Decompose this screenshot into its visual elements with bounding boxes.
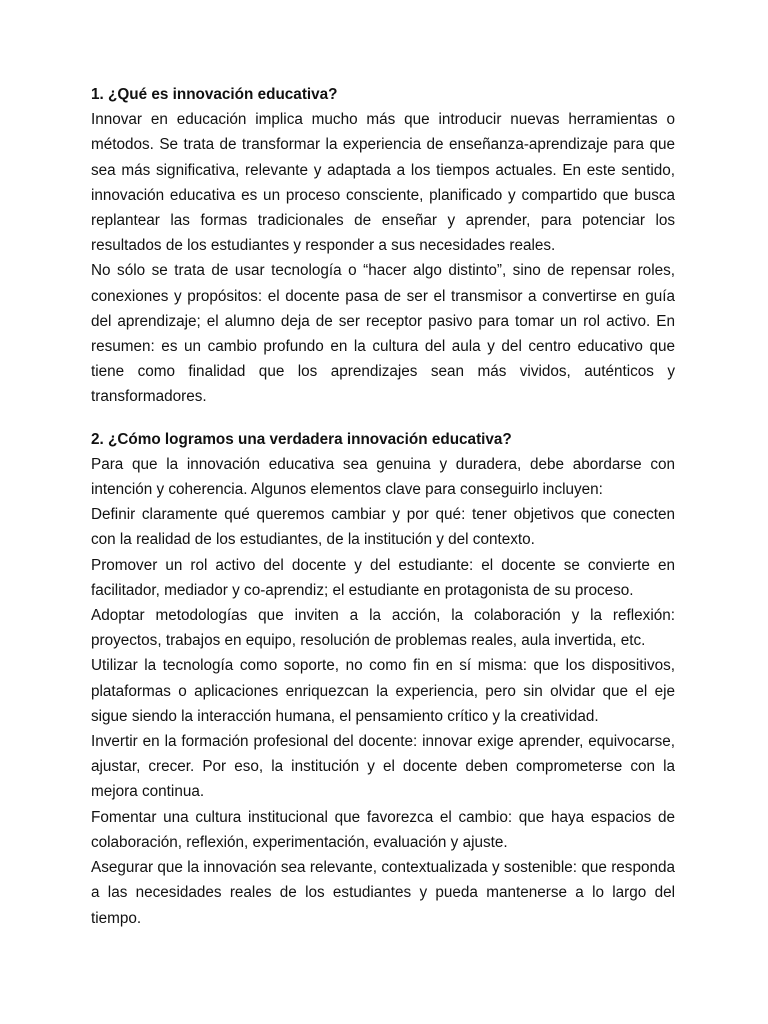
section-1-heading: 1. ¿Qué es innovación educativa? xyxy=(91,86,338,103)
section-2-item-formacion: Invertir en la formación profesional del docente: innovar exige aprender, equivocarse, ajustar, crecer. Por eso, la institución y el docente deben comprometerse con la mejora continua. xyxy=(91,733,675,801)
section-2-item-tecnologia: Utilizar la tecnología como soporte, no como fin en sí misma: que los dispositivos, plataformas o aplicaciones enriquezcan la experiencia, pero sin olvidar que el eje sigue siendo la interacción humana, el pensamiento crítico y la creatividad. xyxy=(91,657,675,725)
section-2-item-relevancia: Asegurar que la innovación sea relevante, contextualizada y sostenible: que responda a las necesidades reales de los estudiantes y pueda mantenerse a lo largo del tiempo. xyxy=(91,859,675,927)
section-2-item-rol-activo: Promover un rol activo del docente y del estudiante: el docente se convierte en facilitador, mediador y co-aprendiz; el estudiante en protagonista de su proceso. xyxy=(91,556,675,599)
section-1-paragraph-2: No sólo se trata de usar tecnología o “hacer algo distinto”, sino de repensar roles, conexiones y propósitos: el docente pasa de ser el transmisor a convertirse en guía del aprendizaje; el alumno deja de ser receptor pasivo para tomar un rol activo. En resumen: es un cambio profundo en la cultura del aula y del centro educativo que tiene como finalidad que los aprendizajes sean más vividos, auténticos y transformadores. xyxy=(91,262,675,406)
section-spacer xyxy=(91,410,675,427)
section-2-intro: Para que la innovación educativa sea genuina y duradera, debe abordarse con intención y coherencia. Algunos elementos clave para conseguirlo incluyen: xyxy=(91,455,675,499)
section-2-heading: 2. ¿Cómo logramos una verdadera innovación educativa? xyxy=(91,430,512,448)
section-2-item-objetivos: Definir claramente qué queremos cambiar y por qué: tener objetivos que conecten con la realidad de los estudiantes, de la institución y del contexto. xyxy=(91,506,675,549)
section-1-paragraph-1: Innovar en educación implica mucho más que introducir nuevas herramientas o métodos. Se trata de transformar la experiencia de enseñanza-aprendizaje para que sea más significativa, relevante y adaptada a los tiempos actuales. En este sentido, innovación educativa es un proceso consciente, planificado y compartido que busca replantear las formas tradicionales de enseñar y aprender, para potenciar los resultados de los estudiantes y responder a sus necesidades reales. xyxy=(91,111,675,255)
section-2-item-metodologias: Adoptar metodologías que inviten a la acción, la colaboración y la reflexión: proyectos, trabajos en equipo, resolución de problemas reales, aula invertida, etc. xyxy=(91,607,675,650)
document-page xyxy=(91,82,675,931)
section-2-item-cultura: Fomentar una cultura institucional que favorezca el cambio: que haya espacios de colaboración, reflexión, experimentación, evaluación y ajuste. xyxy=(91,808,675,851)
